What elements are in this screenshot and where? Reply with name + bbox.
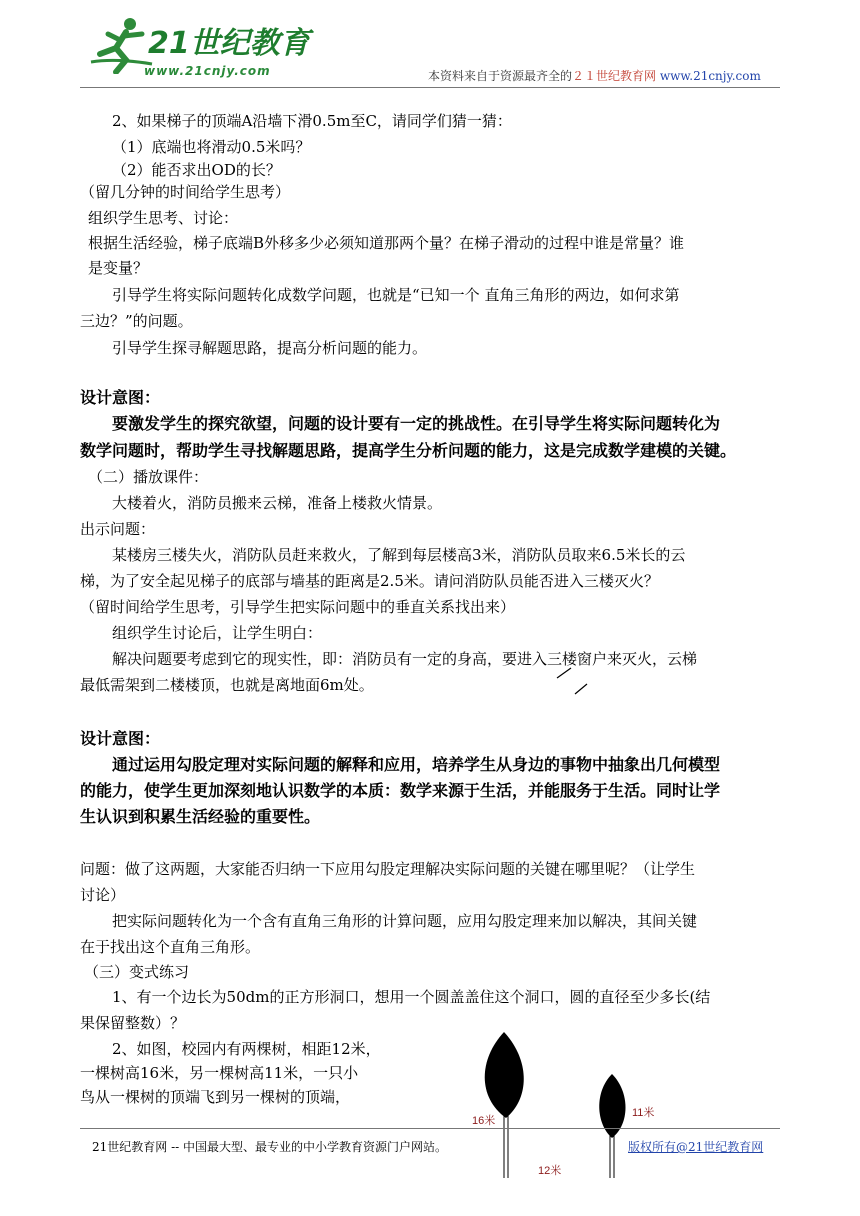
- design2-line-2: 的能力，使学生更加深刻地认识数学的本质：数学来源于生活，并能服务于生活。同时让学: [80, 781, 721, 800]
- q2-sub-1: （1）底端也将滑动0.5米吗？: [112, 138, 311, 156]
- organize-1: 组织学生思考、讨论：: [88, 209, 239, 227]
- q2-title: 2、如果梯子的顶端A沿墙下滑0.5m至C，请同学们猜一猜：: [112, 112, 512, 130]
- tree1-height-label: 16米: [472, 1115, 496, 1127]
- exercise2-line-3: 鸟从一棵树的顶端飞到另一棵树的顶端，: [80, 1088, 351, 1106]
- design2-line-1: 通过运用勾股定理对实际问题的解释和应用，培养学生从身边的事物中抽象出几何模型: [112, 755, 721, 774]
- exercise2-line-2: 一棵树高16米，另一棵树高11米，一只小: [80, 1064, 359, 1082]
- fire-question-line-2: 梯，为了安全起见梯子的底部与墙基的距离是2.5米。请问消防队员能否进入三楼灭火？: [80, 572, 659, 590]
- logo-text: 21世纪教育: [148, 26, 310, 61]
- logo: [86, 14, 336, 86]
- pause-note-1: （留几分钟的时间给学生思考）: [80, 183, 291, 201]
- fire-question-line-1: 某楼房三楼失火，消防队员赶来救火，了解到每层楼高3米，消防队员取来6.5米长的云: [112, 546, 686, 564]
- life-exp-line-1: 根据生活经验，梯子底端B外移多少必须知道那两个量？在梯子滑动的过程中谁是常量？谁: [88, 234, 685, 252]
- design1-label: 设计意图：: [80, 388, 161, 407]
- footer-copyright-link[interactable]: 版权所有@21世纪教育网: [628, 1140, 764, 1154]
- section-2-title: （二）播放课件：: [88, 468, 209, 486]
- design2-line-3: 生认识到积累生活经验的重要性。: [80, 807, 321, 826]
- design1-line-1: 要激发学生的探究欲望，问题的设计要有一定的挑战性。在引导学生将实际问题转化为: [112, 414, 721, 433]
- header-note-prefix: 本资料来自于资源最齐全的: [428, 69, 573, 83]
- ladder-marks: [555, 662, 595, 698]
- design1-line-2: 数学问题时，帮助学生寻找解题思路，提高学生分析问题的能力，这是完成数学建模的关键。: [80, 441, 737, 460]
- fire-scene: 大楼着火，消防员搬来云梯，准备上楼救火情景。: [112, 494, 443, 512]
- question-line-1: 问题：做了这两题，大家能否归纳一下应用勾股定理解决实际问题的关键在哪里呢？（让学生: [80, 860, 696, 878]
- section-3-title: （三）变式练习: [84, 963, 190, 981]
- guide1-line-2: 三边？”的问题。: [80, 312, 193, 330]
- header-note-site: ２１世纪教育网: [572, 69, 657, 83]
- guide1-line-1: 引导学生将实际问题转化成数学问题，也就是“已知一个 直角三角形的两边，如何求第: [112, 286, 680, 304]
- footer-divider: [80, 1128, 780, 1129]
- footer-text: 21世纪教育网 -- 中国最大型、最专业的中小学教育资源门户网站。: [92, 1140, 448, 1154]
- logo-url: www.21cnjy.com: [144, 64, 271, 78]
- trees-figure: [460, 1020, 680, 1180]
- pause-note-2: （留时间给学生思考，引导学生把实际问题中的垂直关系找出来）: [80, 598, 516, 616]
- problem-label: 出示问题：: [80, 520, 156, 538]
- exercise1-line-2: 果保留整数）？: [80, 1014, 186, 1032]
- guide2: 引导学生探寻解题思路，提高分析问题的能力。: [112, 339, 428, 357]
- q2-sub-2: （2）能否求出OD的长？: [112, 161, 281, 179]
- design2-label: 设计意图：: [80, 729, 161, 748]
- tree1-crown: [485, 1032, 524, 1118]
- distance-label: 12米: [538, 1165, 562, 1177]
- header-note-url[interactable]: www.21cnjy.com: [659, 69, 761, 83]
- exercise1-line-1: 1、有一个边长为50dm的正方形洞口，想用一个圆盖盖住这个洞口，圆的直径至少多长(结: [112, 988, 711, 1006]
- question-line-2: 讨论）: [80, 886, 126, 904]
- answer-line-2: 在于找出这个直角三角形。: [80, 938, 261, 956]
- header-divider: [80, 87, 780, 88]
- answer-line-1: 把实际问题转化为一个含有直角三角形的计算问题，应用勾股定理来加以解决，其间关键: [112, 912, 698, 930]
- solve-line-1: 解决问题要考虑到它的现实性，即：消防员有一定的身高，要进入三楼窗户来灭火，云梯: [112, 650, 698, 668]
- life-exp-line-2: 是变量？: [88, 259, 149, 277]
- solve-line-2: 最低需架到二楼楼顶，也就是离地面6m处。: [80, 676, 374, 694]
- organize-2: 组织学生讨论后，让学生明白：: [112, 624, 323, 642]
- header-note: [428, 67, 761, 84]
- exercise2-line-1: 2、如图，校园内有两棵树，相距12米，: [112, 1040, 381, 1058]
- tree2-height-label: 11米: [632, 1107, 655, 1119]
